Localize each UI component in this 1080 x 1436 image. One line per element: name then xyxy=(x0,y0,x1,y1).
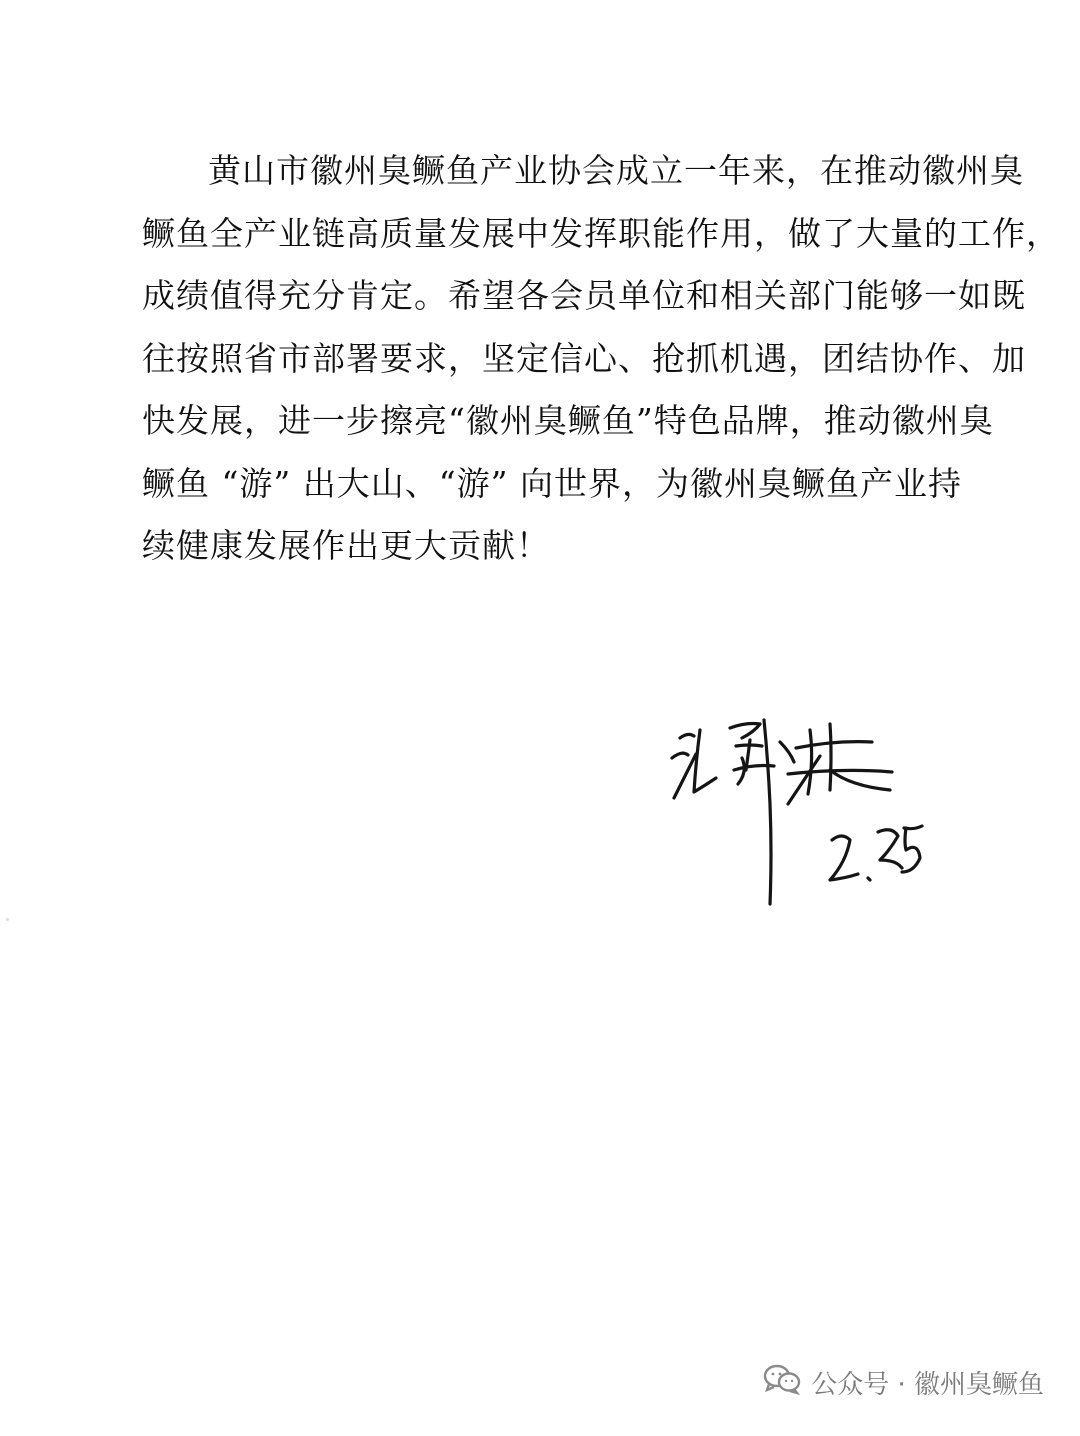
letter-line-7: 续健康发展作出更大贡献！ xyxy=(142,526,550,565)
letter-line-3: 成绩值得充分肯定。希望各会员单位和相关部门能够一如既 xyxy=(142,276,1026,315)
letter-line-6: 鳜鱼 “游” 出大山、“游” 向世界，为徽州臭鳜鱼产业持 xyxy=(142,463,962,503)
handwritten-signature xyxy=(660,700,940,920)
watermark xyxy=(763,1363,1044,1402)
letter-body xyxy=(142,140,1060,578)
scan-speck xyxy=(6,918,9,921)
watermark-text: 公众号 · 徽州臭鳜鱼 xyxy=(811,1370,1044,1400)
letter-line-2: 鳜鱼全产业链高质量发展中发挥职能作用，做了大量的工作， xyxy=(142,213,1060,253)
letter-line-5: 快发展，进一步擦亮“徽州臭鳜鱼”特色品牌，推动徽州臭 xyxy=(142,401,994,440)
letter-line-1: 黄山市徽州臭鳜鱼产业协会成立一年来，在推动徽州臭 xyxy=(208,151,1024,190)
wechat-icon xyxy=(763,1363,801,1402)
letter-line-4: 往按照省市部署要求，坚定信心、抢抓机遇，团结协作、加 xyxy=(142,338,1026,378)
